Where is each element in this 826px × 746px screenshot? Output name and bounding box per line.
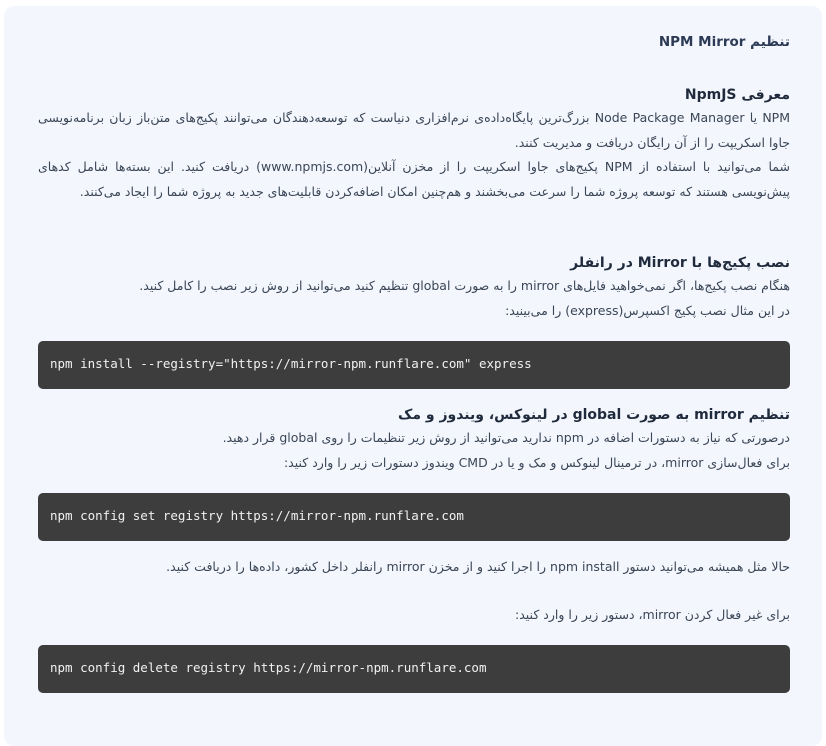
after-section (38, 555, 790, 580)
intro-paragraph-1: NPM یا Node Package Manager بزرگ‌ترین پایگاه‌داده‌ی نرم‌افزاری دنیاست که توسعه‌دهندگان می‌توانند پکیج‌های متن‌باز زبان برنامه‌نویسی جاوا اسکریپت را از آن رایگان دریافت و مدیریت کنند. (38, 110, 790, 150)
config-set-code-block[interactable]: npm config set registry https://mirror-npm.runflare.com (38, 493, 790, 541)
content-card (4, 6, 822, 746)
global-section (38, 404, 790, 475)
intro-heading: معرفی NpmJS (684, 87, 790, 103)
install-section (38, 252, 790, 323)
config-delete-code-block[interactable]: npm config delete registry https://mirror-npm.runflare.com (38, 645, 790, 693)
intro-section (38, 84, 790, 204)
install-paragraph-2: در این مثال نصب پکیج اکسپرس(express) را می‌بینید: (505, 302, 790, 318)
install-heading: نصب پکیج‌ها با Mirror در رانفلر (570, 255, 790, 271)
page-title: تنظیم NPM Mirror (658, 34, 790, 50)
disable-section (38, 603, 790, 628)
install-code-block[interactable]: npm install --registry="https://mirror-npm.runflare.com" express (38, 341, 790, 389)
after-paragraph-1: حالا مثل همیشه می‌توانید دستور npm install را اجرا کنید و از مخزن mirror رانفلر داخل کشور، داده‌ها را دریافت کنید. (166, 559, 790, 574)
install-paragraph-1: هنگام نصب پکیج‌ها، اگر نمی‌خواهید فایل‌های mirror را به صورت global تنظیم کنید می‌توانید از روش زیر نصب را کامل کنید. (139, 278, 790, 293)
after-paragraph-2: برای غیر فعال کردن mirror، دستور زیر را وارد کنید: (515, 607, 790, 622)
intro-paragraph-2: شما می‌توانید با استفاده از NPM پکیج‌های جاوا اسکریپت را از مخزن آنلاین(www.npmjs.com) دریافت کنید. این بسته‌ها شامل کدهای پیش‌نویسی هستند که توسعه پروژه شما را سرعت می‌بخشند و هم‌چنین امکان اضافه‌کردن قابلیت‌های جدید به پروژه شما را ایجاد می‌کنند. (38, 159, 790, 199)
global-paragraph-2: برای فعال‌سازی mirror، در ترمینال لینوکس و مک و یا در CMD ویندوز دستورات زیر را وارد کنید: (283, 454, 790, 470)
global-paragraph-1: درصورتی که نیاز به دستورات اضافه در npm ندارید می‌توانید از روش زیر تنظیمات را روی global قرار دهید. (222, 430, 790, 445)
global-heading: تنظیم mirror به صورت global در لینوکس، ویندوز و مک (398, 407, 790, 423)
